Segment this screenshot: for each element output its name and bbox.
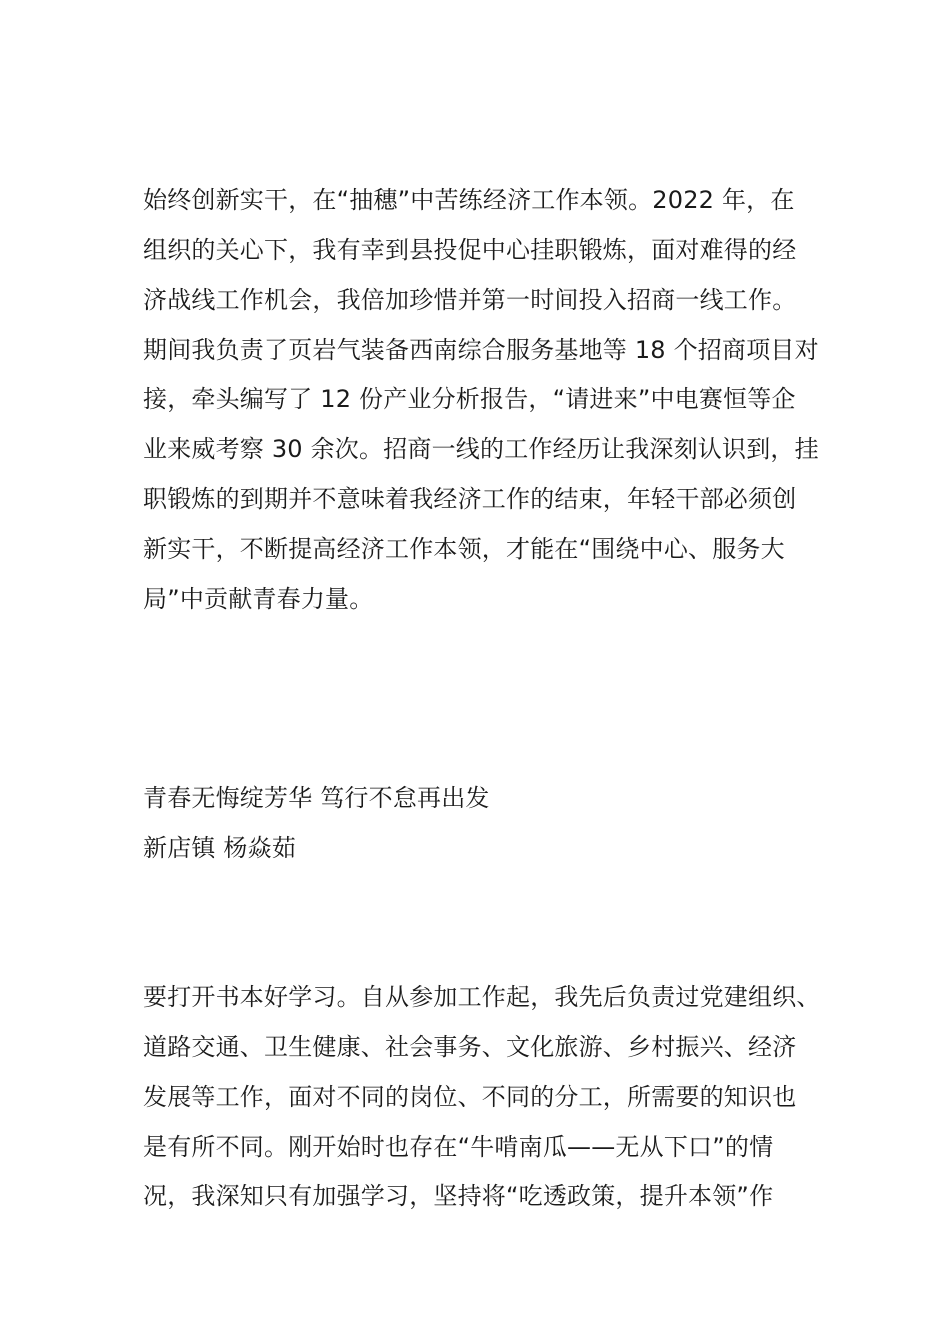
paragraph-line: 是有所不同。刚开始时也存在“牛啃南瓜——无从下口”的情 — [143, 1133, 774, 1161]
section-author: 新店镇 杨焱茹 — [143, 834, 297, 862]
paragraph-line: 职锻炼的到期并不意味着我经济工作的结束，年轻干部必须创 — [143, 485, 797, 513]
paragraph-line: 要打开书本好学习。自从参加工作起，我先后负责过党建组织、 — [143, 983, 821, 1011]
paragraph-line: 局”中贡献青春力量。 — [143, 585, 374, 613]
paragraph-line: 业来威考察 30 余次。招商一线的工作经历让我深刻认识到，挂 — [143, 435, 819, 463]
paragraph-line: 况，我深知只有加强学习，坚持将“吃透政策，提升本领”作 — [143, 1182, 774, 1210]
paragraph-line: 接，牵头编写了 12 份产业分析报告，“请进来”中电赛恒等企 — [143, 385, 796, 413]
paragraph-line: 组织的关心下，我有幸到县投促中心挂职锻炼，面对难得的经 — [143, 236, 797, 264]
paragraph-line: 期间我负责了页岩气装备西南综合服务基地等 18 个招商项目对 — [143, 336, 819, 364]
section-title: 青春无悔绽芳华 笃行不怠再出发 — [143, 784, 490, 812]
paragraph-line: 新实干，不断提高经济工作本领，才能在“围绕中心、服务大 — [143, 535, 785, 563]
paragraph-line: 发展等工作，面对不同的岗位、不同的分工，所需要的知识也 — [143, 1083, 797, 1111]
paragraph-line: 济战线工作机会，我倍加珍惜并第一时间投入招商一线工作。 — [143, 286, 797, 314]
paragraph-line: 道路交通、卫生健康、社会事务、文化旅游、乡村振兴、经济 — [143, 1033, 797, 1061]
paragraph-line: 始终创新实干，在“抽穗”中苦练经济工作本领。2022 年，在 — [143, 186, 795, 214]
